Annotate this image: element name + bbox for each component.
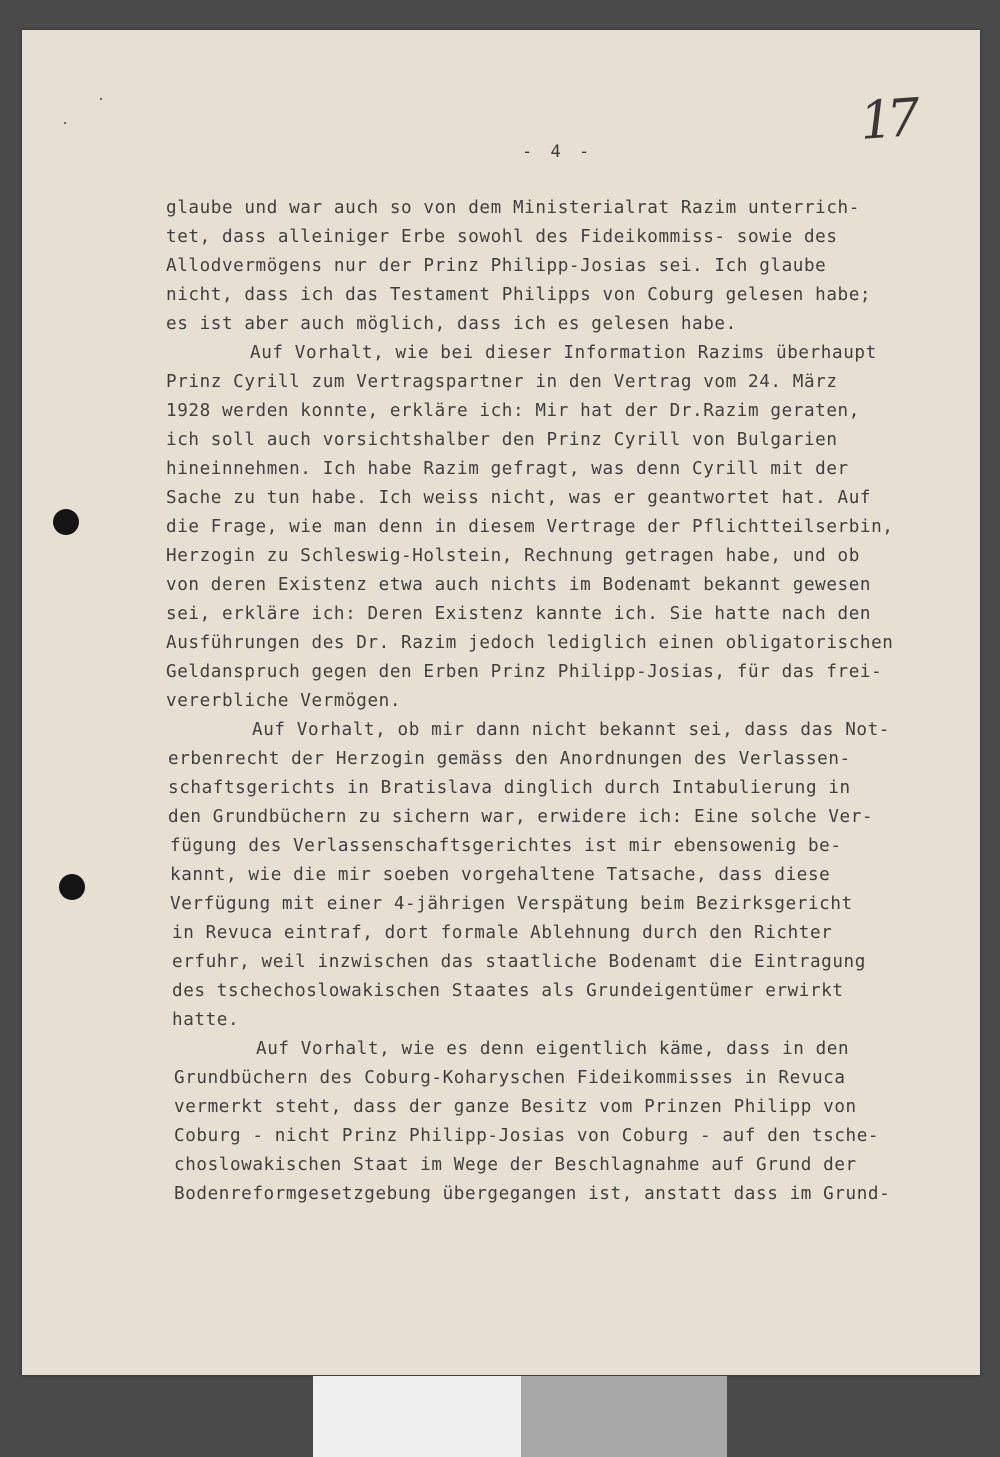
- text-line: schaftsgerichts in Bratislava dinglich durch Intabulierung in: [168, 778, 851, 798]
- text-line: Coburg - nicht Prinz Philipp-Josias von Coburg - auf den tsche-: [174, 1126, 880, 1146]
- punch-hole-top: [53, 509, 79, 535]
- text-line: Auf Vorhalt, ob mir dann nicht bekannt sei, dass das Not-: [252, 720, 890, 740]
- paper-speck: [64, 122, 66, 124]
- handwritten-folio-number: 17: [857, 88, 917, 152]
- text-line: den Grundbüchern zu sichern war, erwidere ich: Eine solche Ver-: [168, 807, 874, 827]
- paper-speck: [100, 98, 102, 100]
- punch-hole-bottom: [59, 874, 85, 900]
- text-line: Ausführungen des Dr. Razim jedoch lediglich einen obligatorischen: [166, 633, 894, 653]
- text-line: Allodvermögens nur der Prinz Philipp-Josias sei. Ich glaube: [166, 256, 827, 276]
- text-line: ich soll auch vorsichtshalber den Prinz Cyrill von Bulgarien: [166, 430, 838, 450]
- text-line: hineinnehmen. Ich habe Razim gefragt, was denn Cyrill mit der: [166, 459, 849, 479]
- text-line: es ist aber auch möglich, dass ich es gelesen habe.: [166, 314, 737, 334]
- text-line: sei, erkläre ich: Deren Existenz kannte ich. Sie hatte nach den: [166, 604, 872, 624]
- text-line: fügung des Verlassenschaftsgerichtes ist mir ebensowenig be-: [170, 836, 842, 856]
- calibration-strip-white: [313, 1376, 521, 1457]
- text-line: Bodenreformgesetzgebung übergegangen ist, anstatt dass im Grund-: [174, 1184, 891, 1204]
- text-line: glaube und war auch so von dem Ministerialrat Razim unterrich-: [166, 198, 860, 218]
- text-line: Auf Vorhalt, wie es denn eigentlich käme, dass in den: [256, 1039, 850, 1059]
- text-line: von deren Existenz etwa auch nichts im Bodenamt bekannt gewesen: [166, 575, 872, 595]
- text-line: tet, dass alleiniger Erbe sowohl des Fideikommiss- sowie des: [166, 227, 838, 247]
- text-line: Verfügung mit einer 4-jährigen Verspätung beim Bezirksgericht: [170, 894, 853, 914]
- calibration-strip-gray: [521, 1376, 727, 1457]
- text-line: in Revuca eintraf, dort formale Ablehnung durch den Richter: [172, 923, 833, 943]
- text-line: Sache zu tun habe. Ich weiss nicht, was er geantwortet hat. Auf: [166, 488, 872, 508]
- text-line: die Frage, wie man denn in diesem Vertrage der Pflichtteilserbin,: [166, 517, 894, 537]
- text-line: vermerkt steht, dass der ganze Besitz vom Prinzen Philipp von: [174, 1097, 857, 1117]
- text-line: choslowakischen Staat im Wege der Beschlagnahme auf Grund der: [174, 1155, 857, 1175]
- text-line: Auf Vorhalt, wie bei dieser Information Razims überhaupt: [250, 343, 877, 363]
- text-line: Grundbüchern des Coburg-Koharyschen Fideikommisses in Revuca: [174, 1068, 846, 1088]
- text-line: vererbliche Vermögen.: [166, 691, 402, 711]
- text-line: des tschechoslowakischen Staates als Grundeigentümer erwirkt: [172, 981, 844, 1001]
- text-line: hatte.: [172, 1010, 240, 1030]
- document-page: [22, 30, 980, 1375]
- text-line: Geldanspruch gegen den Erben Prinz Philipp-Josias, für das frei-: [166, 662, 883, 682]
- text-line: 1928 werden konnte, erkläre ich: Mir hat der Dr.Razim geraten,: [166, 401, 860, 421]
- text-line: erbenrecht der Herzogin gemäss den Anordnungen des Verlassen-: [168, 749, 851, 769]
- text-line: erfuhr, weil inzwischen das staatliche Bodenamt die Eintragung: [172, 952, 866, 972]
- text-line: nicht, dass ich das Testament Philipps von Coburg gelesen habe;: [166, 285, 872, 305]
- text-line: Prinz Cyrill zum Vertragspartner in den Vertrag vom 24. März: [166, 372, 838, 392]
- page-number: - 4 -: [522, 142, 594, 162]
- text-line: Herzogin zu Schleswig-Holstein, Rechnung getragen habe, und ob: [166, 546, 860, 566]
- text-line: kannt, wie die mir soeben vorgehaltene Tatsache, dass diese: [170, 865, 831, 885]
